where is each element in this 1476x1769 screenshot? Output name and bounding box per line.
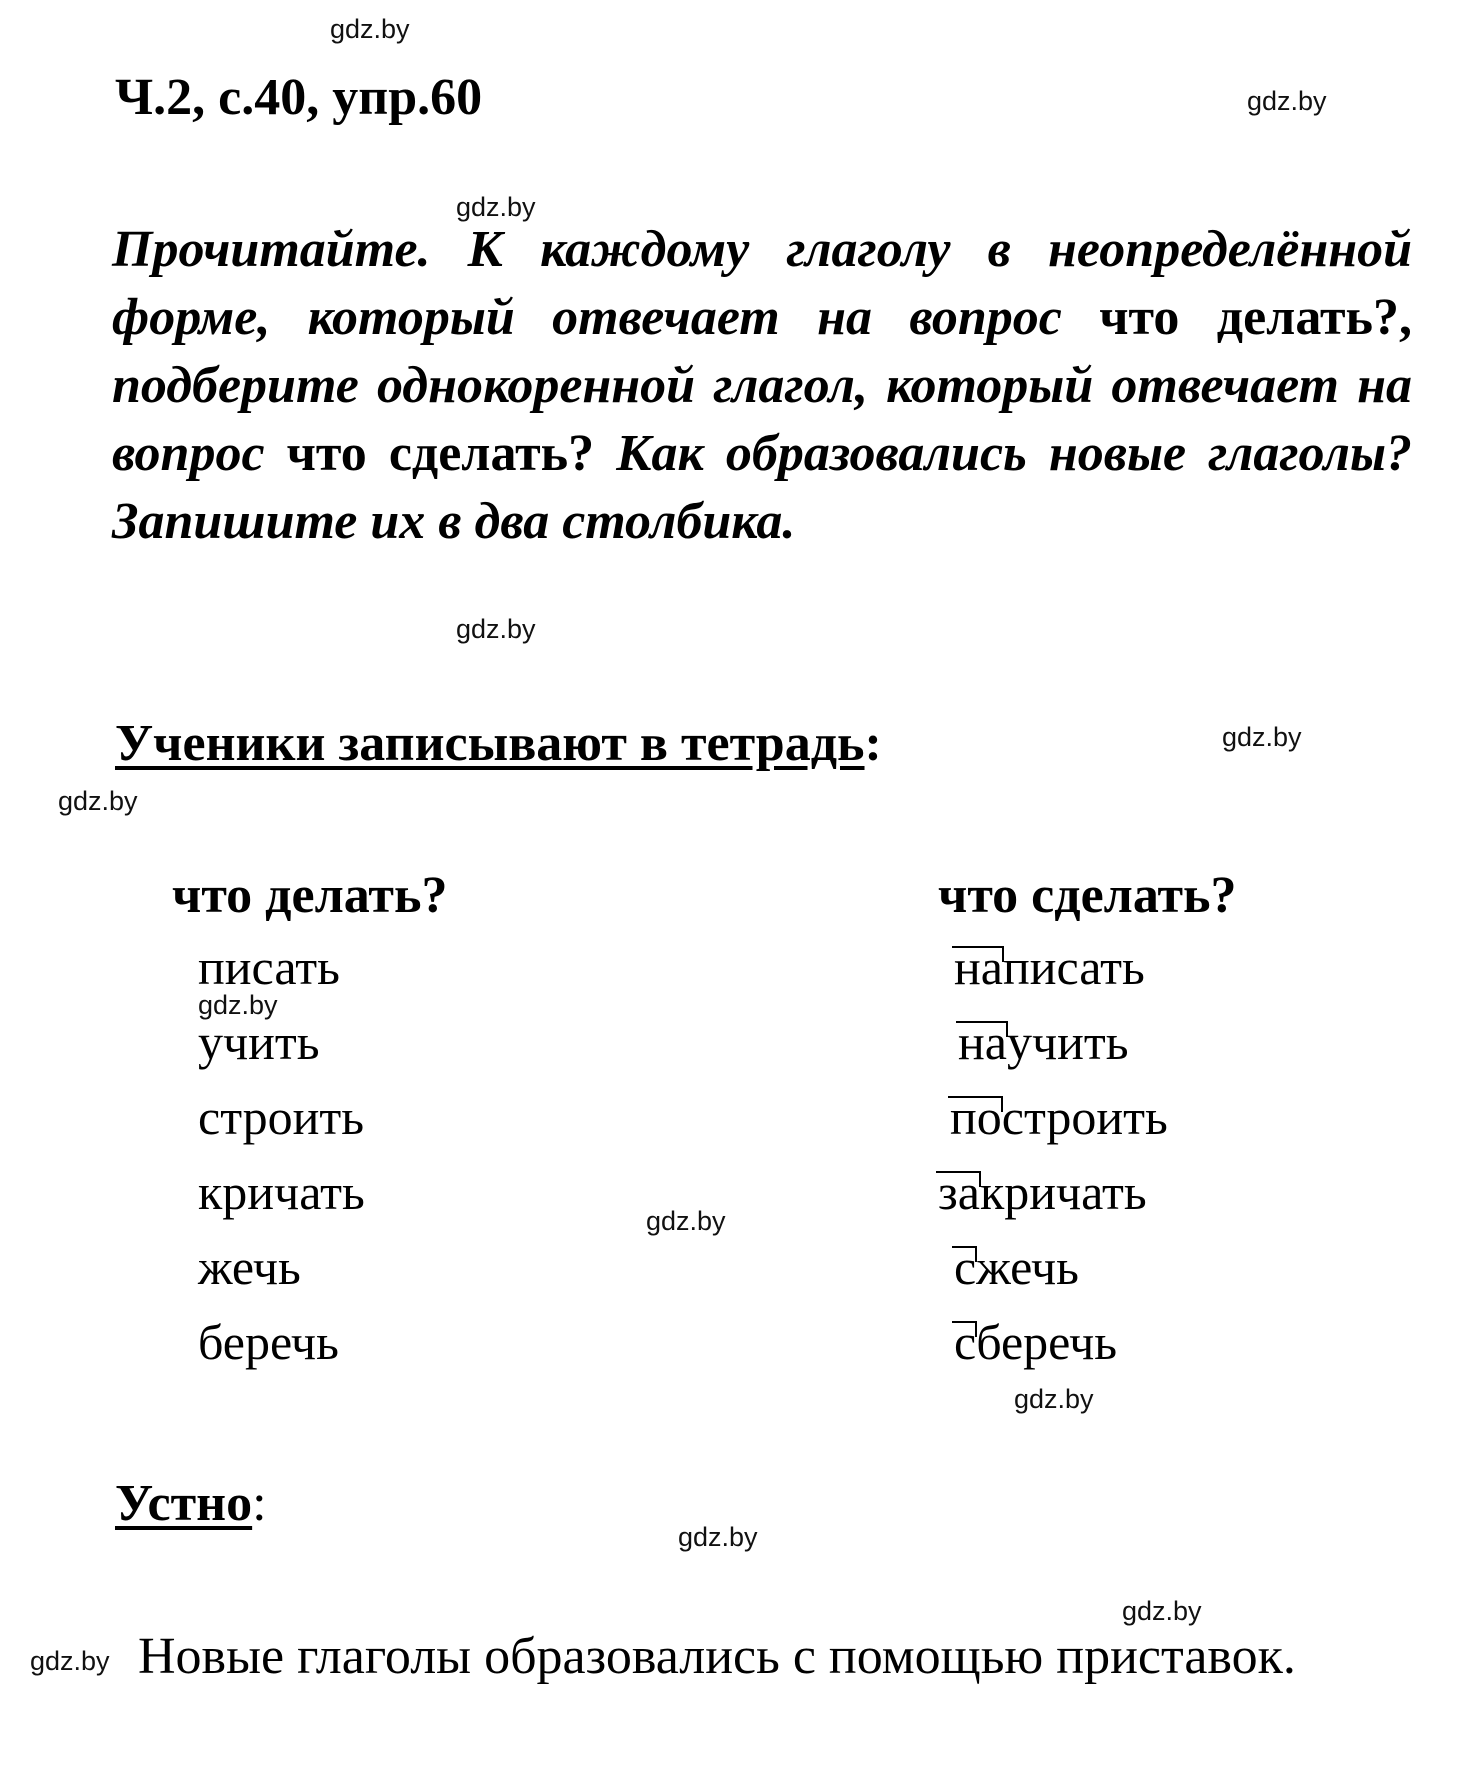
word-rest: жечь: [976, 1239, 1079, 1295]
right-word: [954, 938, 1145, 996]
right-word: [954, 1313, 1117, 1371]
subheading-notebook-colon: :: [864, 715, 882, 772]
left-column-header: что делать?: [172, 867, 448, 924]
watermark: gdz.by: [330, 14, 410, 44]
left-word: писать: [198, 939, 340, 995]
left-word: учить: [198, 1014, 320, 1070]
word-rest: учить: [1006, 1014, 1129, 1070]
right-word: [950, 1088, 1168, 1146]
task-part-2: подберите однокоренной глагол, который отвечает на вопрос: [112, 357, 1412, 482]
subheading-notebook-text: Ученики записывают в тетрадь: [115, 715, 865, 772]
prefix-mark: на: [954, 939, 1003, 995]
subheading-notebook: [115, 714, 882, 773]
right-word: [938, 1163, 1147, 1221]
left-word: строить: [198, 1089, 365, 1145]
prefix-mark: с: [954, 1239, 977, 1295]
answer-text: Новые глаголы образовались с помощью приставок.: [138, 1628, 1296, 1685]
word-rest: писать: [1002, 939, 1145, 995]
task-text: [112, 216, 1412, 556]
page-title: Ч.2, с.40, упр.60: [115, 69, 483, 126]
watermark: gdz.by: [30, 1646, 110, 1676]
prefix-mark: по: [950, 1089, 1002, 1145]
prefix-mark: за: [938, 1164, 980, 1220]
watermark: gdz.by: [646, 1206, 726, 1236]
watermark: gdz.by: [456, 192, 536, 222]
question-what-to-do: что делать?,: [1099, 289, 1413, 346]
watermark: gdz.by: [1222, 722, 1302, 752]
left-word: кричать: [198, 1164, 365, 1220]
subheading-oral: [115, 1474, 267, 1533]
right-word: [958, 1013, 1129, 1071]
watermark: gdz.by: [1122, 1596, 1202, 1626]
left-word: жечь: [198, 1239, 301, 1295]
subheading-oral-colon: :: [252, 1475, 267, 1532]
watermark: gdz.by: [1247, 86, 1327, 116]
right-word: [954, 1238, 1079, 1296]
word-rest: беречь: [976, 1314, 1118, 1370]
task-part-1: Прочитайте. К каждому глаголу в неопределённой форме, который отвечает на вопрос: [112, 221, 1412, 346]
word-rest: строить: [1001, 1089, 1168, 1145]
watermark: gdz.by: [198, 990, 278, 1020]
prefix-mark: с: [954, 1314, 977, 1370]
right-column-header: что сделать?: [938, 867, 1237, 924]
left-word: беречь: [198, 1314, 339, 1370]
subheading-oral-text: Устно: [115, 1475, 253, 1532]
word-rest: кричать: [979, 1164, 1147, 1220]
prefix-mark: на: [958, 1014, 1007, 1070]
question-what-to-have-done: что сделать?: [286, 425, 595, 482]
watermark: gdz.by: [1014, 1384, 1094, 1414]
watermark: gdz.by: [58, 786, 138, 816]
watermark: gdz.by: [678, 1522, 758, 1552]
task-part-3: Как образовались новые глаголы? Запишите их в два столбика.: [112, 425, 1413, 550]
watermark: gdz.by: [456, 614, 536, 644]
